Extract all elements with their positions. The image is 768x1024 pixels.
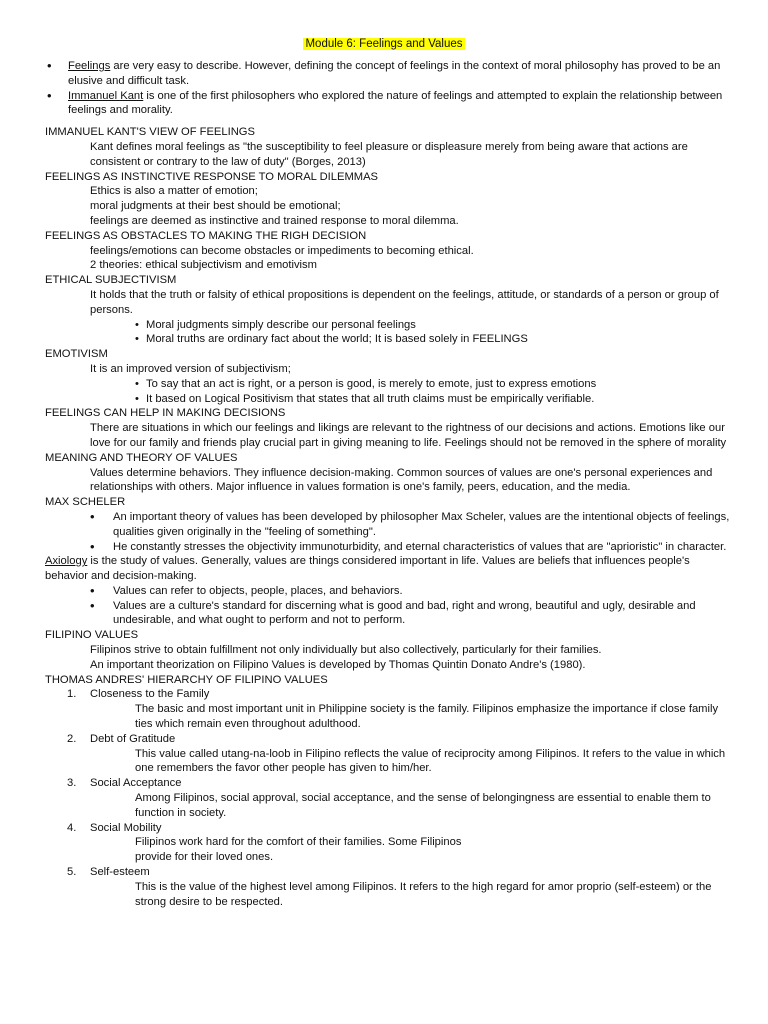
section-line: feelings are deemed as instinctive and trained response to moral dilemma. xyxy=(90,214,459,227)
item-name: Debt of Gratitude xyxy=(90,732,176,745)
term-axiology: Axiology xyxy=(45,555,88,568)
hierarchy-list xyxy=(45,687,735,909)
list-item: • It based on Logical Positivism that states that all truth claims must be empirically verifiable. xyxy=(135,392,735,407)
axiology-paragraph xyxy=(45,554,735,584)
section-line: feelings/emotions can become obstacles or impediments to becoming ethical. xyxy=(90,244,474,257)
list-item: • Values are a culture's standard for discerning what is good and bad, right and wrong, beautiful and ugly, desirable and undesirable, and what ought to perform and not to perform. xyxy=(90,599,735,629)
section-line: An important theorization on Filipino Values is developed by Thomas Quintin Donato Andre's (1980). xyxy=(90,658,586,671)
item-description: Among Filipinos, social approval, social acceptance, and the sense of belongingness are essential to enable them to function in society. xyxy=(135,792,711,819)
intro-text: are very easy to describe. However, defining the concept of feelings in the context of moral philosophy has proved to be an elusive and difficult task. xyxy=(68,60,721,87)
section-heading: EMOTIVISM xyxy=(45,348,108,361)
module-title: Module 6: Feelings and Values xyxy=(305,38,463,50)
item-number: 4. xyxy=(67,821,77,834)
item-name: Self-esteem xyxy=(90,866,150,879)
list-item: • He constantly stresses the objectivity immunoturbidity, and eternal characteristics of values that are "aprioristic" in character. xyxy=(90,540,735,555)
section-heading: IMMANUEL KANT'S VIEW OF FEELINGS xyxy=(45,126,255,139)
term-feelings: Feelings xyxy=(68,60,111,72)
title-wrap xyxy=(0,37,768,52)
term-kant: Immanuel Kant xyxy=(68,89,144,102)
hierarchy-item xyxy=(67,821,735,865)
section-line: 2 theories: ethical subjectivism and emotivism xyxy=(90,259,317,272)
list-item: • Moral truths are ordinary fact about the world; It is based solely in FEELINGS xyxy=(135,332,735,347)
section-line: Ethics is also a matter of emotion; xyxy=(90,185,258,198)
section-text: There are situations in which our feelings and likings are relevant to the rightness of our decisions and actions. Emotions like our love for our family and friends play crucial part in giving meaning to life. Feelings should not be removed in the sphere of morality xyxy=(90,422,727,449)
section-heading: ETHICAL SUBJECTIVISM xyxy=(45,274,177,287)
intro-list xyxy=(45,59,735,118)
intro-item xyxy=(45,59,735,89)
document-content xyxy=(45,59,735,909)
section-text: Kant defines moral feelings as "the susceptibility to feel pleasure or displeasure merely from being aware that actions are consistent or contrary to the law of duty" (Borges, 2013) xyxy=(90,140,688,168)
section-heading: FEELINGS CAN HELP IN MAKING DECISIONS xyxy=(45,407,286,420)
scheler-bullets xyxy=(45,510,735,554)
intro-text: is one of the first philosophers who explored the nature of feelings and attempted to explain the relationship between feelings and morality. xyxy=(68,89,723,117)
emotivism-bullets xyxy=(45,377,735,407)
hierarchy-item xyxy=(67,865,735,909)
item-name: Closeness to the Family xyxy=(90,688,210,701)
item-description: The basic and most important unit in Philippine society is the family. Filipinos emphasize the importance if close family ties which remain even throughout adulthood. xyxy=(135,703,719,731)
section-text: It holds that the truth or falsity of ethical propositions is dependent on the feelings, attitude, or standards of a person or group of persons. xyxy=(90,288,719,316)
item-description: This is the value of the highest level among Filipinos. It refers to the high regard for amor proprio (self-esteem) or the strong desire to be respected. xyxy=(135,880,712,908)
axiology-bullets xyxy=(45,584,735,628)
list-item: • To say that an act is right, or a person is good, is merely to emote, just to express emotions xyxy=(135,377,735,392)
section-text: It is an improved version of subjectivism; xyxy=(90,362,291,375)
section-heading: THOMAS ANDRES' HIERARCHY OF FILIPINO VALUES xyxy=(45,673,328,686)
item-number: 2. xyxy=(67,732,77,745)
item-number: 3. xyxy=(67,777,77,790)
section-heading: MEANING AND THEORY OF VALUES xyxy=(45,451,238,464)
section-heading: MAX SCHELER xyxy=(45,496,126,509)
hierarchy-item xyxy=(67,732,735,776)
intro-item xyxy=(45,89,735,119)
list-item: • An important theory of values has been developed by philosopher Max Scheler, values are the intentional objects of feelings, qualities given originally in the "feeling of something". xyxy=(90,510,735,540)
section-text: Values determine behaviors. They influence decision-making. Common sources of values are one's personal experiences and relationships with others. Major influence in values formation is one's family, peers, education, and the media. xyxy=(90,466,713,494)
axiology-text: is the study of values. Generally, values are things considered important in life. Values are beliefs that influences people's behavior and decision-making. xyxy=(45,555,690,583)
hierarchy-item xyxy=(67,687,735,731)
section-heading: FEELINGS AS OBSTACLES TO MAKING THE RIGH DECISION xyxy=(45,229,367,242)
item-name: Social Mobility xyxy=(90,821,162,834)
item-description-continued: provide for their loved ones. xyxy=(135,851,274,864)
subjectivism-bullets xyxy=(45,318,735,348)
item-description: Filipinos work hard for the comfort of their families. Some Filipinos xyxy=(135,836,462,849)
section-line: Filipinos strive to obtain fulfillment not only individually but also collectively, particularly for their families. xyxy=(90,644,602,657)
item-name: Social Acceptance xyxy=(90,777,182,790)
list-item: • Moral judgments simply describe our personal feelings xyxy=(135,318,735,333)
section-heading: FEELINGS AS INSTINCTIVE RESPONSE TO MORAL DILEMMAS xyxy=(45,170,379,183)
item-number: 5. xyxy=(67,866,77,879)
section-line: moral judgments at their best should be emotional; xyxy=(90,200,341,213)
section-heading: FILIPINO VALUES xyxy=(45,629,139,642)
list-item: • Values can refer to objects, people, places, and behaviors. xyxy=(90,584,735,599)
hierarchy-item xyxy=(67,776,735,820)
item-number: 1. xyxy=(67,688,77,701)
item-description: This value called utang-na-loob in Filipino reflects the value of reciprocity among Filipinos. It refers to the value in which one remembers the favor other people has given to him/her. xyxy=(135,747,726,775)
